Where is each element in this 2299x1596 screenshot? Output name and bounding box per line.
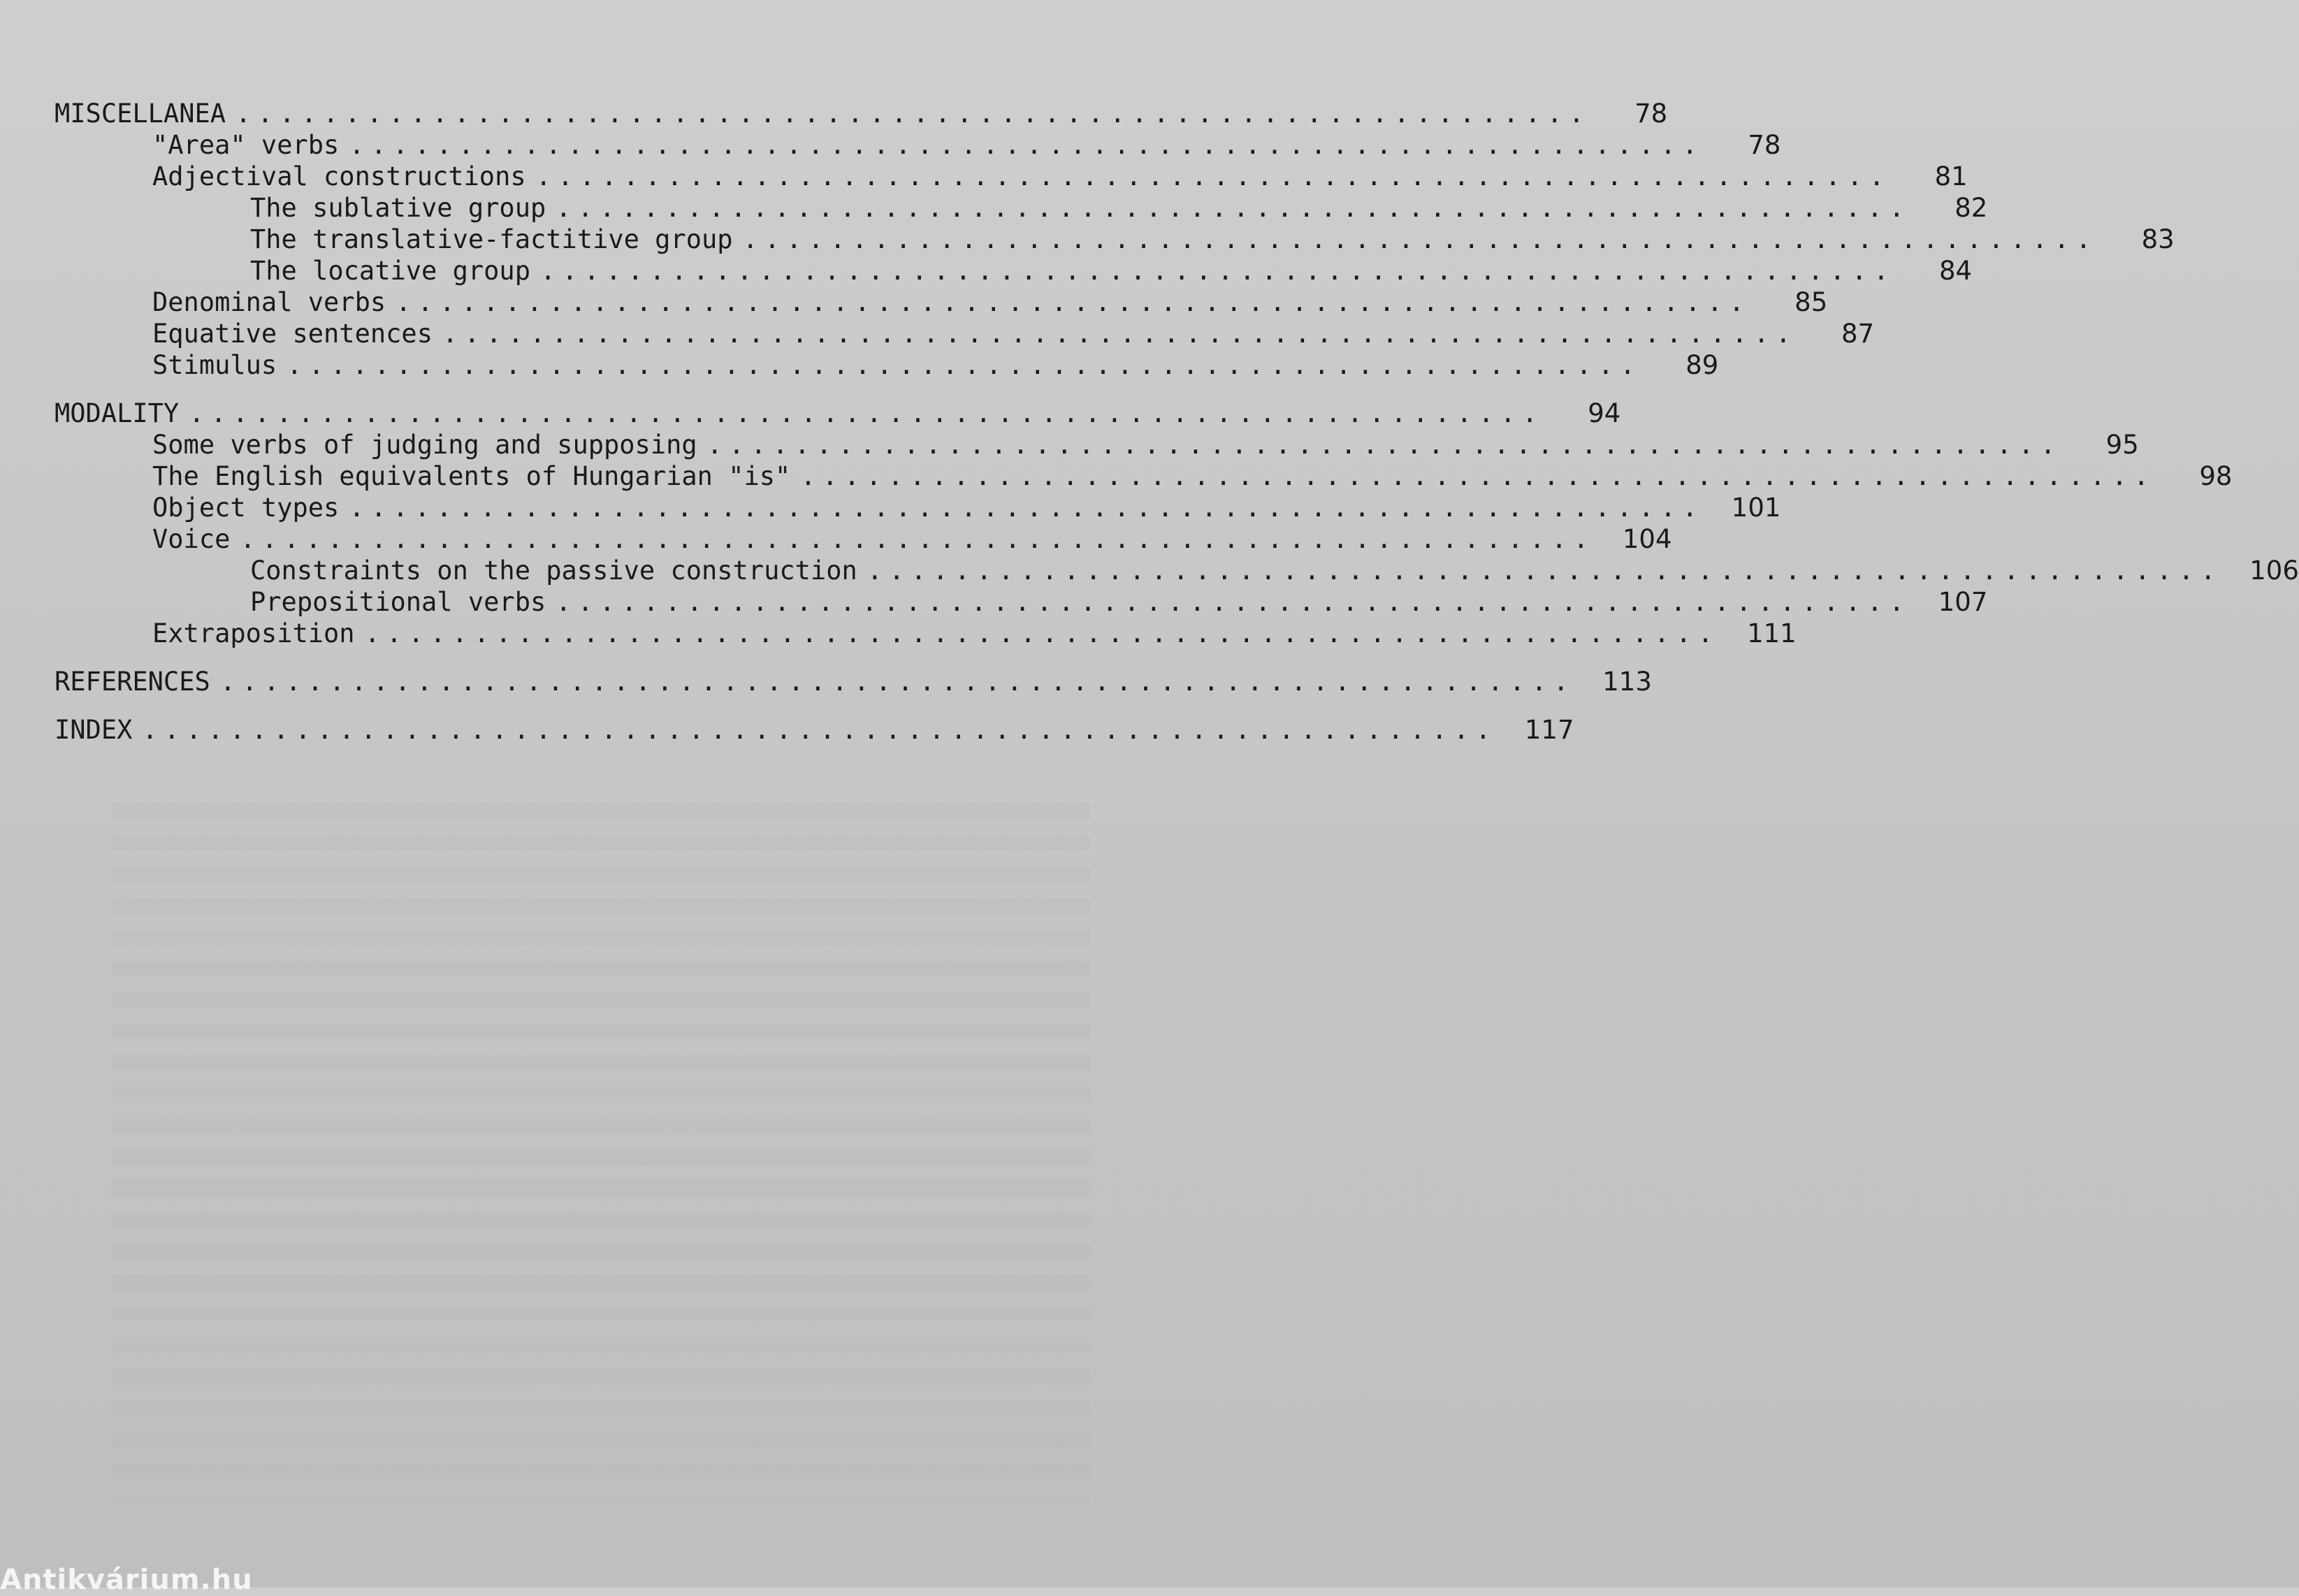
toc-entry-page: 83 <box>2141 224 2175 254</box>
toc-entry-title: Denominal verbs <box>152 287 386 317</box>
toc-entry-page: 101 <box>1731 493 1781 523</box>
toc-entry-title: MISCELLANEA <box>55 99 226 129</box>
toc-entry-title: Stimulus <box>152 350 277 380</box>
toc-entry <box>55 161 1968 192</box>
toc-entry-title: Voice <box>152 524 231 554</box>
toc-entry-page: 95 <box>2105 430 2139 460</box>
dot-leader: .............................................................. <box>235 99 1591 129</box>
toc-entry-page: 111 <box>1747 618 1797 648</box>
toc-entry <box>55 586 1988 618</box>
toc-entry <box>55 318 1875 349</box>
toc-entry-title: The sublative group <box>250 193 546 223</box>
toc-entry-title: Adjectival constructions <box>152 161 526 191</box>
toc-entry-page: 78 <box>1634 99 1668 129</box>
toc-entry <box>55 255 1973 286</box>
toc-entry-title: The English equivalents of Hungarian "is" <box>152 461 791 491</box>
dot-leader: .............................................................. <box>287 350 1642 380</box>
toc-entry-page: 117 <box>1524 715 1574 745</box>
dot-leader: .............................................................. <box>866 556 2222 586</box>
toc-entry-title: The locative group <box>250 256 530 286</box>
dot-leader: .............................................................. <box>349 130 1704 160</box>
toc-entry <box>55 98 1668 129</box>
toc-entry-title: Object types <box>152 493 340 523</box>
dot-leader: .............................................................. <box>800 461 2156 491</box>
dot-leader: .............................................................. <box>189 398 1544 428</box>
toc-entry-title: The translative-factitive group <box>250 224 733 254</box>
dot-leader: .............................................................. <box>442 319 1798 349</box>
table-of-contents <box>55 98 2299 746</box>
toc-entry <box>55 224 2175 255</box>
toc-entry-title: Prepositional verbs <box>250 587 546 617</box>
toc-entry-page: 78 <box>1748 130 1781 160</box>
toc-entry-title: INDEX <box>55 715 133 745</box>
toc-entry-page: 94 <box>1588 398 1621 428</box>
toc-entry-page: 81 <box>1934 161 1968 191</box>
watermark: Antikvárium.hu <box>0 1564 253 1596</box>
toc-entry <box>55 492 1781 523</box>
dot-leader: .............................................................. <box>142 715 1497 745</box>
toc-entry-page: 113 <box>1602 667 1652 697</box>
toc-entry-title: "Area" verbs <box>152 130 340 160</box>
toc-entry-page: 82 <box>1954 193 1988 223</box>
toc-entry <box>55 398 1621 429</box>
toc-entry <box>55 349 1719 381</box>
dot-leader: .............................................................. <box>240 524 1595 554</box>
dot-leader: .............................................................. <box>556 587 1911 617</box>
toc-entry <box>55 618 1797 649</box>
bleed-through-texture <box>112 804 1090 1502</box>
dot-leader: .............................................................. <box>349 493 1704 523</box>
toc-entry-page: 87 <box>1841 319 1875 349</box>
dot-leader: .............................................................. <box>396 287 1751 317</box>
toc-entry <box>55 129 1781 161</box>
toc-entry-page: 106 <box>2249 556 2299 586</box>
dot-leader: .............................................................. <box>706 430 2062 460</box>
section-gap <box>55 381 1152 398</box>
dot-leader: .............................................................. <box>219 667 1575 697</box>
toc-entry <box>55 460 2233 492</box>
toc-entry <box>55 555 2299 586</box>
dot-leader: .............................................................. <box>535 161 1891 191</box>
toc-entry <box>55 286 1828 318</box>
toc-entry-title: Extraposition <box>152 618 355 648</box>
toc-entry-title: Constraints on the passive construction <box>250 556 857 586</box>
toc-entry-title: Equative sentences <box>152 319 433 349</box>
dot-leader: .............................................................. <box>539 256 1896 286</box>
toc-entry-title: Some verbs of judging and supposing <box>152 430 697 460</box>
toc-entry-page: 107 <box>1938 587 1988 617</box>
toc-entry <box>55 714 1574 746</box>
section-gap <box>55 697 1152 714</box>
dot-leader: .............................................................. <box>556 193 1911 223</box>
toc-entry <box>55 429 2139 460</box>
toc-entry-page: 89 <box>1685 350 1719 380</box>
toc-entry-page: 104 <box>1622 524 1672 554</box>
toc-entry-title: REFERENCES <box>55 667 210 697</box>
toc-entry-title: MODALITY <box>55 398 180 428</box>
dot-leader: .............................................................. <box>742 224 2098 254</box>
section-gap <box>55 649 1152 666</box>
toc-entry-page: 84 <box>1938 256 1973 286</box>
toc-entry-page: 98 <box>2199 461 2233 491</box>
toc-entry-page: 85 <box>1794 287 1828 317</box>
toc-entry <box>55 192 1988 224</box>
toc-entry <box>55 523 1672 555</box>
toc-entry <box>55 666 1652 697</box>
dot-leader: .............................................................. <box>364 618 1720 648</box>
